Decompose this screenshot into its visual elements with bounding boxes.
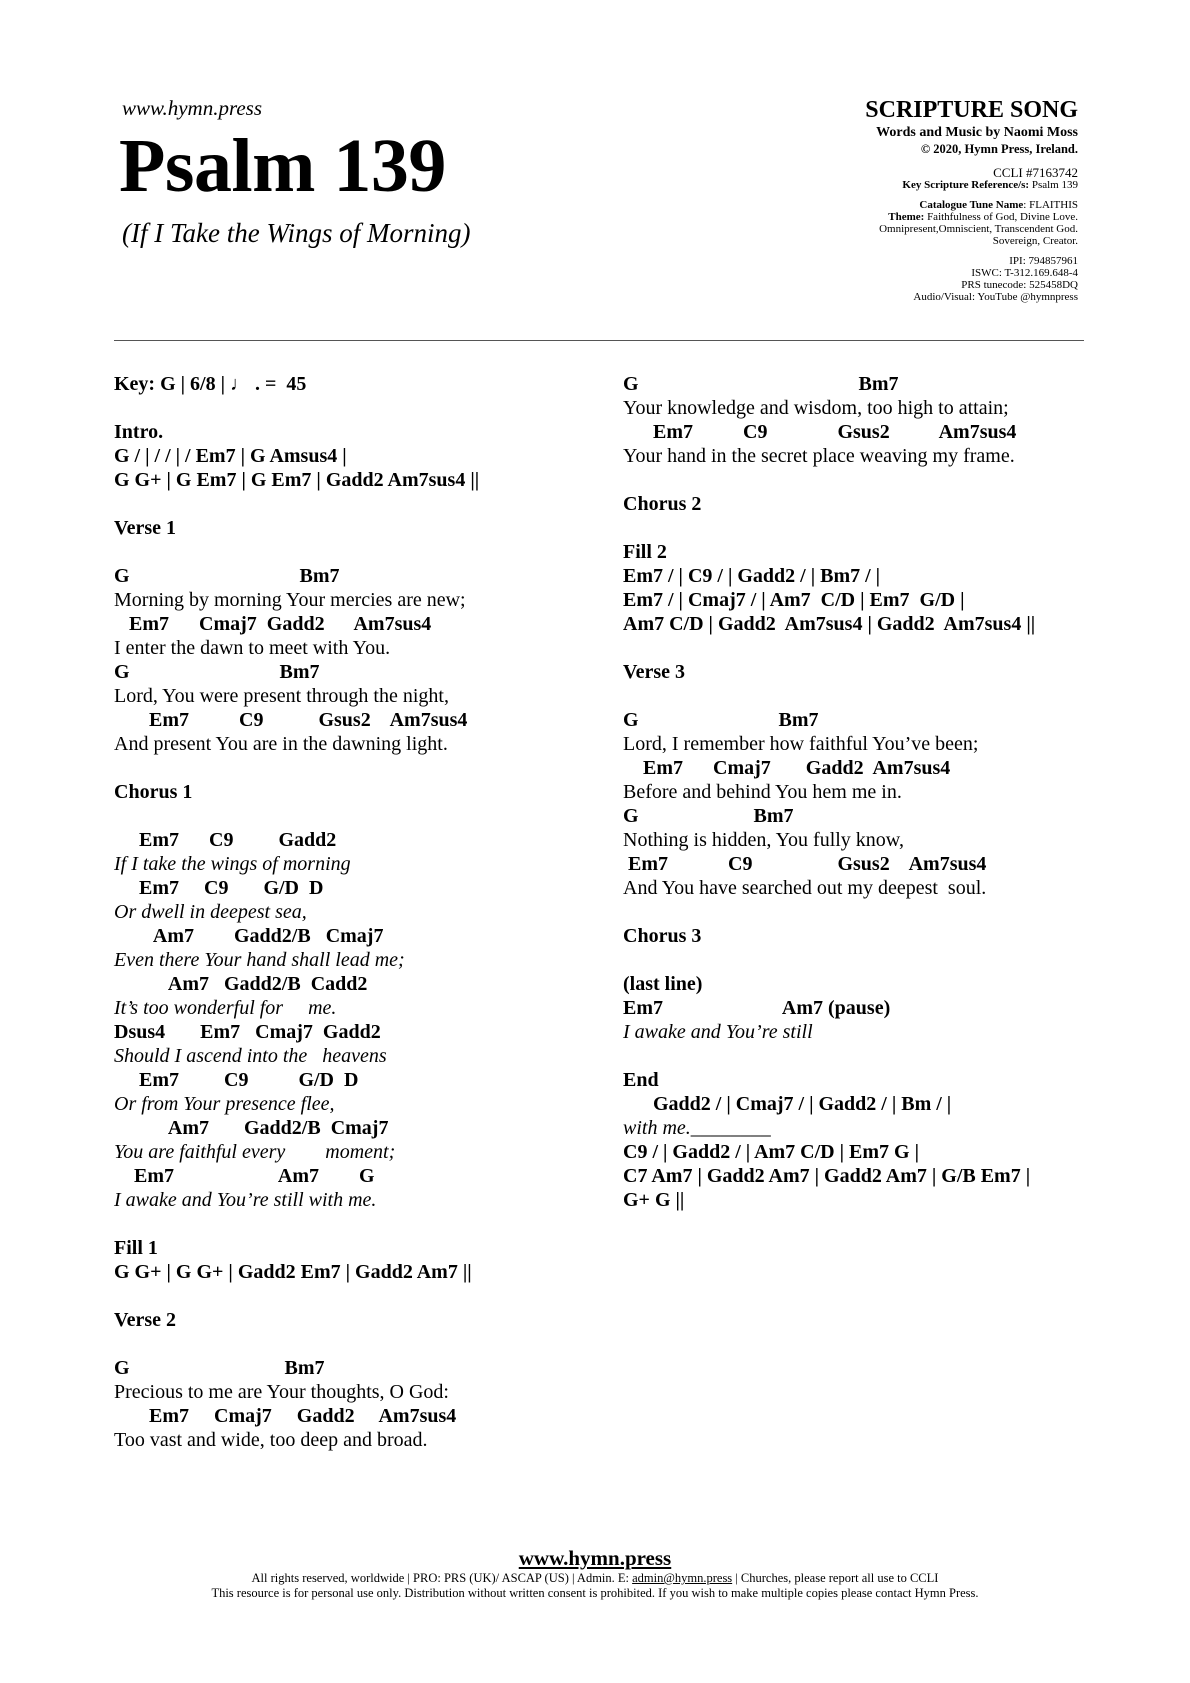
lyric-line: Lord, You were present through the night,: [114, 685, 449, 707]
right-column: [623, 372, 1093, 1212]
spacer: [114, 396, 604, 420]
lyric-line: with me.________: [623, 1117, 771, 1139]
spacer: [114, 1284, 604, 1308]
chord-line: C9 / | Gadd2 / | Am7 C/D | Em7 G |: [623, 1141, 919, 1163]
lyric-line: Lord, I remember how faithful You’ve been;: [623, 733, 979, 755]
lyric-line: And You have searched out my deepest soul.: [623, 877, 987, 899]
chord-line: Intro.: [114, 421, 164, 443]
spacer: [114, 756, 604, 780]
lyric-line: If I take the wings of morning: [114, 853, 351, 875]
chord-line: G G+ | G Em7 | G Em7 | Gadd2 Am7sus4 ||: [114, 469, 480, 491]
chord-line: G / | / / | / Em7 | G Amsus4 |: [114, 445, 347, 467]
spacer: [114, 804, 604, 828]
chord-line: Verse 2: [114, 1309, 177, 1331]
ccli-number: CCLI #7163742: [993, 165, 1078, 180]
chord-line: Em7 C9 Gsus2 Am7sus4: [114, 709, 468, 731]
spacer: [623, 900, 1093, 924]
audio-visual-link: Audio/Visual: YouTube @hymnpress: [913, 291, 1078, 303]
rights-notice: All rights reserved, worldwide | PRO: PRS (UK)/ ASCAP (US) | Admin. E: admin@hymn.press | Churches, please report all use to CCLI: [251, 1571, 939, 1585]
chord-line: Chorus 2: [623, 493, 702, 515]
lyric-line: I enter the dawn to meet with You.: [114, 637, 391, 659]
lyric-line: Should I ascend into the heavens: [114, 1045, 387, 1067]
chord-line: Am7 Gadd2/B Cmaj7: [114, 925, 384, 947]
page-subtitle: (If I Take the Wings of Morning): [122, 218, 471, 248]
lyric-line: Your knowledge and wisdom, too high to attain;: [623, 397, 1009, 419]
chord-line: G G+ | G G+ | Gadd2 Em7 | Gadd2 Am7 ||: [114, 1261, 472, 1283]
song-metadata: [658, 96, 1078, 303]
theme-line-2: Omnipresent,Omniscient, Transcendent God.: [879, 223, 1078, 235]
chord-line: Em7 C9 Gsus2 Am7sus4: [623, 853, 987, 875]
spacer: [623, 1044, 1093, 1068]
tune-name: Catalogue Tune Name: FLAITHIS: [919, 199, 1078, 211]
header-divider: [114, 340, 1084, 341]
copyright: © 2020, Hymn Press, Ireland.: [920, 142, 1078, 156]
category-label: SCRIPTURE SONG: [865, 97, 1078, 123]
lyric-line: I awake and You’re still: [623, 1021, 813, 1043]
chord-line: G Bm7: [623, 805, 794, 827]
spacer: [623, 516, 1093, 540]
iswc-number: ISWC: T-312.169.648-4: [971, 267, 1078, 279]
lyric-line: You are faithful every moment;: [114, 1141, 396, 1163]
spacer: [623, 684, 1093, 708]
lyric-line: Before and behind You hem me in.: [623, 781, 902, 803]
lyric-line: Or from Your presence flee,: [114, 1093, 335, 1115]
chord-line: Em7 / | C9 / | Gadd2 / | Bm7 / |: [623, 565, 881, 587]
chord-line: Am7 C/D | Gadd2 Am7sus4 | Gadd2 Am7sus4 ||: [623, 613, 1036, 635]
spacer: [114, 540, 604, 564]
chord-line: Fill 2: [623, 541, 667, 563]
prs-tunecode: PRS tunecode: 525458DQ: [961, 279, 1078, 291]
left-column: [114, 372, 604, 1452]
footer-site-url[interactable]: www.hymn.press: [518, 1546, 672, 1570]
spacer: [114, 1212, 604, 1236]
chord-line: Gadd2 / | Cmaj7 / | Gadd2 / | Bm / |: [623, 1093, 952, 1115]
chord-line: Em7 C9 Gsus2 Am7sus4: [623, 421, 1017, 443]
chord-line: C7 Am7 | Gadd2 Am7 | Gadd2 Am7 | G/B Em7 |: [623, 1165, 1031, 1187]
lyric-line: Too vast and wide, too deep and broad.: [114, 1429, 428, 1451]
chord-line: Chorus 3: [623, 925, 702, 947]
lyric-line: Precious to me are Your thoughts, O God:: [114, 1381, 449, 1403]
chord-line: Fill 1: [114, 1237, 158, 1259]
lyric-line: It’s too wonderful for me.: [114, 997, 337, 1019]
chord-line: G Bm7: [623, 373, 899, 395]
admin-email-link[interactable]: admin@hymn.press: [632, 1571, 733, 1585]
chord-line: Em7 Cmaj7 Gadd2 Am7sus4: [623, 757, 951, 779]
chord-line: Em7 Am7 G: [114, 1165, 375, 1187]
lyric-line: Nothing is hidden, You fully know,: [623, 829, 904, 851]
chord-line: (last line): [623, 973, 703, 995]
spacer: [114, 1332, 604, 1356]
site-url[interactable]: www.hymn.press: [122, 96, 263, 120]
page-title: Psalm 139: [119, 124, 446, 208]
chord-line: Am7 Gadd2/B Cmaj7: [114, 1117, 389, 1139]
lyric-line: Morning by morning Your mercies are new;: [114, 589, 466, 611]
usage-notice: This resource is for personal use only. Distribution without written consent is prohibited. If you wish to make multiple copies please contact Hymn Press.: [211, 1586, 979, 1600]
chord-line: G+ G ||: [623, 1189, 685, 1211]
chord-line: Em7 Cmaj7 Gadd2 Am7sus4: [114, 1405, 457, 1427]
chord-line: Verse 1: [114, 517, 177, 539]
lyric-line: Your hand in the secret place weaving my frame.: [623, 445, 1015, 467]
chord-line: Em7 C9 Gadd2: [114, 829, 337, 851]
credits: Words and Music by Naomi Moss: [876, 125, 1078, 140]
chord-line: Em7 / | Cmaj7 / | Am7 C/D | Em7 G/D |: [623, 589, 965, 611]
chord-line: End: [623, 1069, 659, 1091]
footer: [0, 1545, 1190, 1601]
chord-line: Em7 C9 G/D D: [114, 877, 324, 899]
chord-line: Em7 Am7 (pause): [623, 997, 891, 1019]
chord-line: Verse 3: [623, 661, 686, 683]
chord-line: Em7 Cmaj7 Gadd2 Am7sus4: [114, 613, 432, 635]
scripture-reference: Key Scripture Reference/s: Psalm 139: [902, 179, 1078, 191]
chord-line: G Bm7: [114, 1357, 325, 1379]
lyric-line: Or dwell in deepest sea,: [114, 901, 307, 923]
ipi-number: IPI: 794857961: [1009, 255, 1078, 267]
spacer: [623, 468, 1093, 492]
spacer: [623, 636, 1093, 660]
chord-line: Em7 C9 G/D D: [114, 1069, 359, 1091]
chord-line: G Bm7: [114, 565, 340, 587]
chord-line: Dsus4 Em7 Cmaj7 Gadd2: [114, 1021, 381, 1043]
spacer: [114, 492, 604, 516]
lyric-line: And present You are in the dawning light.: [114, 733, 448, 755]
lyric-line: Even there Your hand shall lead me;: [114, 949, 405, 971]
theme-line-3: Sovereign, Creator.: [992, 235, 1078, 247]
chord-line: G Bm7: [114, 661, 320, 683]
theme: Theme: Faithfulness of God, Divine Love.: [888, 211, 1078, 223]
chord-line: Am7 Gadd2/B Cadd2: [114, 973, 368, 995]
chord-line: G Bm7: [623, 709, 819, 731]
chord-line: Chorus 1: [114, 781, 193, 803]
lyric-line: I awake and You’re still with me.: [114, 1189, 377, 1211]
spacer: [623, 948, 1093, 972]
chord-line: Key: G | 6/8 | ♩ . = 45: [114, 373, 307, 395]
